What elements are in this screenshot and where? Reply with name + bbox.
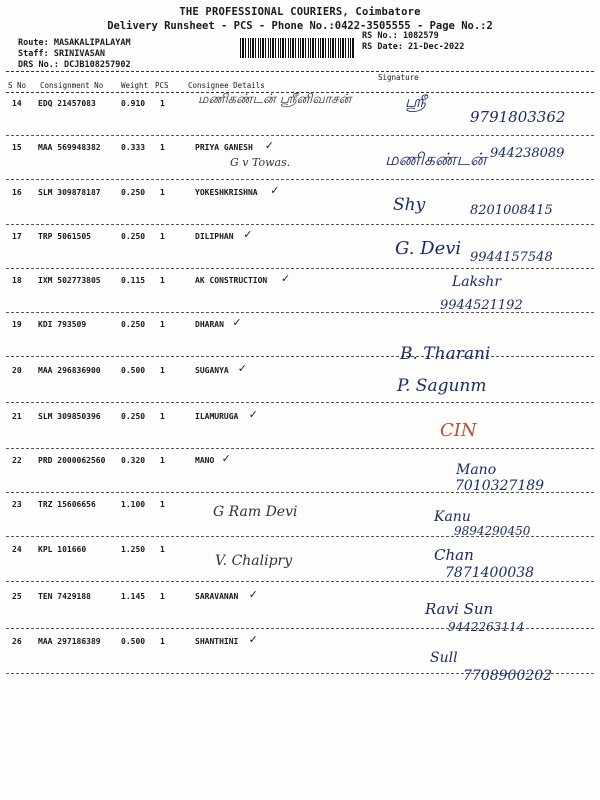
signature: G. Devi — [395, 238, 462, 259]
signature-phone: 944238089 — [490, 146, 565, 161]
column-consignment: Consignment No — [40, 81, 104, 90]
row-consignee: AK CONSTRUCTION — [195, 276, 268, 285]
signature-phone: 9944157548 — [470, 250, 553, 265]
signature: Ravi Sun — [425, 600, 494, 618]
row-consignment: SLM 309878187 — [38, 188, 101, 197]
row-consignment: MAA 296836900 — [38, 366, 101, 375]
row-consignee: SUGANYA — [195, 366, 229, 375]
rs-date: RS Date: 21-Dec-2022 — [362, 42, 465, 52]
signature-phone: 9442263114 — [448, 620, 525, 634]
column-sno: S No — [8, 81, 27, 90]
signature-phone: 7871400038 — [445, 565, 535, 581]
row-weight: 0.500 — [121, 366, 146, 375]
tick-mark: ✓ — [281, 272, 291, 285]
handwritten-consignee: G v Towas. — [230, 156, 291, 169]
column-signature: Signature — [378, 73, 419, 82]
row-divider — [6, 268, 594, 269]
column-pcs: PCS — [155, 81, 169, 90]
row-consignee: SARAVANAN — [195, 592, 239, 601]
signature: Kanu — [434, 509, 471, 525]
document-subtitle: Delivery Runsheet - PCS - Phone No.:0422-3505555 - Page No.:2 — [107, 20, 493, 32]
row-sno: 14 — [12, 99, 22, 108]
handwritten-consignee: G Ram Devi — [213, 504, 298, 520]
row-pcs: 1 — [160, 545, 165, 554]
row-weight: 0.250 — [121, 232, 146, 241]
row-consignee: DILIPHAN — [195, 232, 234, 241]
signature: Sull — [430, 650, 458, 666]
row-weight: 0.500 — [121, 637, 146, 646]
meta-left — [18, 38, 131, 71]
row-consignment: SLM 309850396 — [38, 412, 101, 421]
signature-phone: 8201008415 — [470, 203, 553, 218]
row-consignment: MAA 297186389 — [38, 637, 101, 646]
row-sno: 25 — [12, 592, 22, 601]
row-divider — [6, 448, 594, 449]
staff-label: Staff: SRINIVASAN — [18, 49, 105, 59]
row-consignment: EDQ 21457083 — [38, 99, 96, 108]
row-weight: 0.910 — [121, 99, 146, 108]
row-pcs: 1 — [160, 592, 165, 601]
row-weight: 0.320 — [121, 456, 146, 465]
row-divider — [6, 581, 594, 582]
row-pcs: 1 — [160, 366, 165, 375]
row-weight: 0.250 — [121, 188, 146, 197]
header-divider — [6, 71, 594, 72]
row-pcs: 1 — [160, 456, 165, 465]
row-divider — [6, 356, 594, 357]
row-weight: 0.333 — [121, 143, 146, 152]
row-pcs: 1 — [160, 320, 165, 329]
row-sno: 18 — [12, 276, 22, 285]
row-consignment: PRD 2000062560 — [38, 456, 106, 465]
row-consignment: KDI 793509 — [38, 320, 87, 329]
signature: Mano — [456, 462, 497, 478]
signature-phone: 7010327189 — [455, 478, 545, 494]
row-sno: 23 — [12, 500, 22, 509]
signature: CIN — [440, 420, 477, 441]
row-divider — [6, 135, 594, 136]
drs-label: DRS No.: DCJB108257902 — [18, 60, 131, 70]
row-sno: 17 — [12, 232, 22, 241]
row-consignee: MANO — [195, 456, 215, 465]
column-consignee: Consignee Details — [188, 81, 265, 90]
row-sno: 26 — [12, 637, 22, 646]
row-pcs: 1 — [160, 276, 165, 285]
route-label: Route: MASAKALIPALAYAM — [18, 38, 131, 48]
row-weight: 1.250 — [121, 545, 146, 554]
table-row — [0, 408, 600, 456]
signature: Chan — [434, 546, 474, 564]
meta-right — [362, 31, 464, 53]
row-weight: 0.250 — [121, 412, 146, 421]
tick-mark: ✓ — [270, 184, 280, 197]
row-sno: 15 — [12, 143, 22, 152]
row-consignee: ILAMURUGA — [195, 412, 239, 421]
row-pcs: 1 — [160, 500, 165, 509]
tick-mark: ✓ — [264, 139, 275, 152]
signature-phone: 9894290450 — [454, 524, 531, 538]
signature: P. Sagunm — [397, 376, 487, 396]
tick-mark: ✓ — [237, 362, 248, 375]
signature: B. Tharani — [400, 344, 491, 364]
handwritten-consignee: மணிகண்டன் ஸ்ரீனிவாசன் — [198, 92, 352, 107]
table-row — [0, 316, 600, 364]
row-pcs: 1 — [160, 637, 165, 646]
signature-phone: 7708900202 — [463, 668, 553, 684]
row-sno: 20 — [12, 366, 22, 375]
signature: Lakshr — [452, 274, 502, 290]
row-pcs: 1 — [160, 412, 165, 421]
row-sno: 22 — [12, 456, 22, 465]
row-divider — [6, 402, 594, 403]
row-consignment: TEN 7429188 — [38, 592, 91, 601]
row-consignee: PRIYA GANESH — [195, 143, 253, 152]
signature: Shy — [393, 195, 426, 215]
column-weight: Weight — [121, 81, 149, 90]
row-pcs: 1 — [160, 143, 165, 152]
row-weight: 0.250 — [121, 320, 146, 329]
row-consignment: MAA 569948382 — [38, 143, 101, 152]
row-sno: 21 — [12, 412, 22, 421]
row-consignment: KPL 101660 — [38, 545, 87, 554]
row-consignment: IXM 502773805 — [38, 276, 101, 285]
document-title: THE PROFESSIONAL COURIERS, Coimbatore — [179, 6, 421, 18]
signature: ஸ்ரீ — [405, 92, 426, 111]
tick-mark: ✓ — [248, 633, 258, 646]
row-pcs: 1 — [160, 232, 165, 241]
row-consignee: SHANTHINI — [195, 637, 239, 646]
row-consignment: TRP 5061505 — [38, 232, 91, 241]
row-consignment: TRZ 15606656 — [38, 500, 96, 509]
tick-mark: ✓ — [248, 408, 258, 421]
tick-mark: ✓ — [221, 452, 231, 465]
row-pcs: 1 — [160, 99, 165, 108]
rs-number: RS No.: 1082579 — [362, 31, 439, 41]
tick-mark: ✓ — [243, 228, 253, 241]
row-divider — [6, 224, 594, 225]
tick-mark: ✓ — [232, 316, 242, 329]
row-sno: 16 — [12, 188, 22, 197]
row-pcs: 1 — [160, 188, 165, 197]
signature-phone: 9791803362 — [470, 108, 566, 126]
handwritten-consignee: V. Chalipry — [215, 553, 293, 569]
barcode — [240, 38, 354, 58]
row-divider — [6, 179, 594, 180]
table-row — [0, 362, 600, 410]
signature: மணிகண்டன் — [385, 150, 487, 170]
row-weight: 0.115 — [121, 276, 146, 285]
row-weight: 1.145 — [121, 592, 146, 601]
row-consignee: YOKESHKRISHNA — [195, 188, 258, 197]
row-weight: 1.100 — [121, 500, 146, 509]
row-consignee: DHARAN — [195, 320, 224, 329]
signature-phone: 9944521192 — [440, 298, 523, 313]
tick-mark: ✓ — [248, 588, 258, 601]
row-sno: 19 — [12, 320, 22, 329]
row-sno: 24 — [12, 545, 22, 554]
